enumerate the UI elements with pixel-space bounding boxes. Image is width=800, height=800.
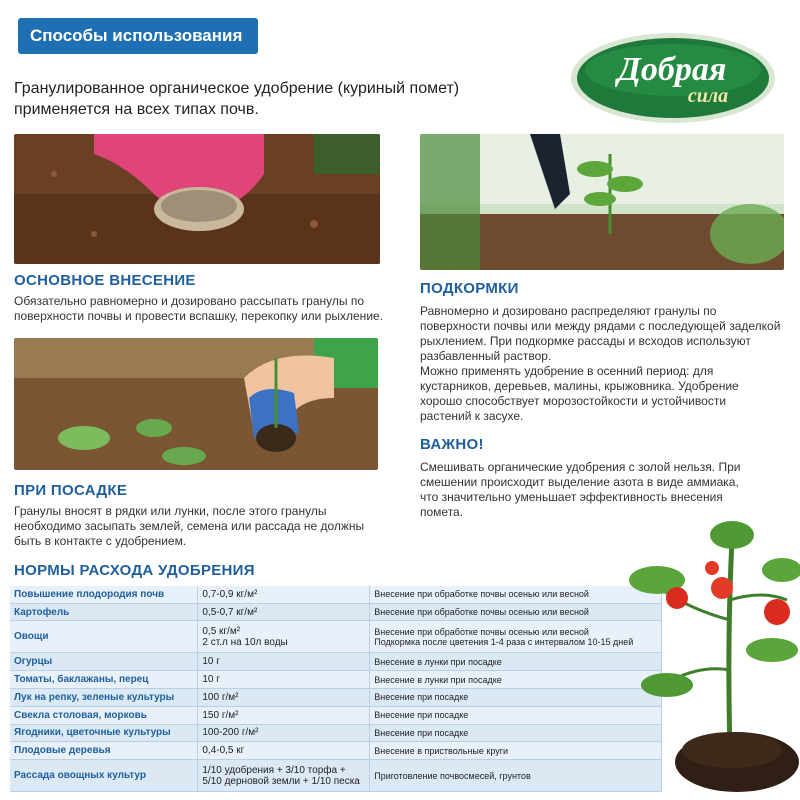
cell-line: Огурцы bbox=[14, 656, 53, 668]
cell-line: Приготовление почвосмесей, грунтов bbox=[374, 770, 531, 781]
cell-line: 0,5 кг/м² bbox=[202, 625, 241, 637]
rate-cell bbox=[198, 688, 370, 706]
table-row bbox=[10, 742, 662, 760]
table-row bbox=[10, 603, 662, 621]
cell-line: Внесение при обработке почвы осенью или весной bbox=[374, 607, 589, 618]
crop-cell bbox=[10, 586, 198, 603]
text-line: Гранулы вносят в рядки или лунки, после этого гранулы bbox=[14, 504, 327, 518]
cell-line: Плодовые деревья bbox=[14, 745, 111, 757]
text-line: хорошо способствует морозостойкости и устойчивости bbox=[420, 394, 727, 408]
norms-title: НОРМЫ РАСХОДА УДОБРЕНИЯ bbox=[14, 562, 255, 579]
photo-granules-hand bbox=[14, 134, 380, 264]
cell-line: Свекла столовая, морковь bbox=[14, 709, 147, 721]
text-line: рыхлением. При подкормке рассады и всходов используют bbox=[420, 334, 751, 348]
cell-line: Внесение при обработке почвы осенью или весной bbox=[374, 626, 589, 637]
cell-line: Внесение в приствольные круги bbox=[374, 745, 509, 756]
crop-cell bbox=[10, 603, 198, 621]
cell-line: 150 г/м² bbox=[202, 709, 239, 721]
crop-cell bbox=[10, 724, 198, 742]
photo-greenhouse bbox=[420, 134, 784, 270]
text-line: разбавленный раствор. bbox=[420, 349, 552, 363]
table-row bbox=[10, 586, 662, 603]
norms-table bbox=[10, 586, 662, 792]
rate-cell bbox=[198, 586, 370, 603]
cell-line: 100-200 г/м² bbox=[202, 727, 259, 739]
rate-cell bbox=[198, 724, 370, 742]
text-line: Равномерно и дозировано распределяют гранулы по bbox=[420, 304, 717, 318]
cell-line: Ягодники, цветочные культуры bbox=[14, 727, 171, 739]
table-row bbox=[10, 688, 662, 706]
table-row bbox=[10, 724, 662, 742]
cell-line: Внесение при посадке bbox=[374, 692, 469, 703]
table-row bbox=[10, 760, 662, 792]
rate-cell bbox=[198, 603, 370, 621]
text-line: что значительно уменьшает эффективность внесения bbox=[420, 490, 723, 504]
text-line: Обязательно равномерно и дозировано рассыпать гранулы по bbox=[14, 294, 364, 308]
text-line: растений к засухе. bbox=[420, 409, 524, 423]
section-title-important: ВАЖНО! bbox=[420, 436, 484, 453]
cell-line: 0,5-0,7 кг/м² bbox=[202, 606, 258, 618]
brand-logo bbox=[568, 30, 778, 126]
photo-planting bbox=[14, 338, 378, 470]
cell-line: Внесение при обработке почвы осенью или весной bbox=[374, 589, 589, 600]
section-text-feeding bbox=[420, 304, 796, 424]
section-title-planting: ПРИ ПОСАДКЕ bbox=[14, 482, 128, 499]
cell-line: 5/10 дерновой земли + 1/10 песка bbox=[202, 775, 360, 787]
table-row bbox=[10, 621, 662, 653]
cell-line: Внесение в лунки при посадке bbox=[374, 674, 502, 685]
cell-line: 100 г/м² bbox=[202, 691, 239, 703]
text-line: смешении происходит выделение азота в виде аммиака, bbox=[420, 475, 739, 489]
crop-cell bbox=[10, 760, 198, 792]
cell-line: Рассада овощных культур bbox=[14, 770, 146, 782]
rate-cell bbox=[198, 671, 370, 689]
logo-word-1: Добрая bbox=[617, 51, 727, 88]
cell-line: 10 г bbox=[202, 656, 220, 668]
cell-line: 0,4-0,5 кг bbox=[202, 745, 245, 757]
cell-line: Внесение в лунки при посадке bbox=[374, 656, 502, 667]
section-title-feeding: ПОДКОРМКИ bbox=[420, 280, 519, 297]
intro-text bbox=[14, 78, 534, 120]
table-row bbox=[10, 653, 662, 671]
section-text-planting bbox=[14, 504, 404, 549]
cell-line: Картофель bbox=[14, 606, 70, 618]
table-row bbox=[10, 671, 662, 689]
section-title-main: ОСНОВНОЕ ВНЕСЕНИЕ bbox=[14, 272, 196, 289]
text-line: необходимо засыпать землей, семена или рассада не должны bbox=[14, 519, 365, 533]
rate-cell bbox=[198, 653, 370, 671]
logo-word-2: сила bbox=[687, 85, 729, 107]
section-text-main bbox=[14, 294, 404, 324]
cell-line: Повышение плодородия почв bbox=[14, 588, 165, 600]
crop-cell bbox=[10, 706, 198, 724]
text-line: быть в контакте с удобрением. bbox=[14, 534, 187, 548]
cell-line: 10 г bbox=[202, 674, 220, 685]
text-line: помета. bbox=[420, 505, 464, 519]
rate-cell bbox=[198, 742, 370, 760]
cell-line: 1/10 удобрения + 3/10 торфа + bbox=[202, 764, 346, 776]
rate-cell bbox=[198, 760, 370, 792]
text-line: Можно применять удобрение в осенний период: для bbox=[420, 364, 714, 378]
text-line: кустарников, деревьев, малины, крыжовника. Удобрение bbox=[420, 379, 739, 393]
text-line: Смешивать органические удобрения с золой нельзя. При bbox=[420, 460, 741, 474]
crop-cell bbox=[10, 621, 198, 653]
table-row bbox=[10, 706, 662, 724]
cell-line: Овощи bbox=[14, 631, 49, 643]
cell-line: Подкормка после цветения 1-4 раза с интервалом 10-15 дней bbox=[374, 636, 634, 647]
crop-cell bbox=[10, 688, 198, 706]
intro-line-1: Гранулированное органическое удобрение (куриный помет) bbox=[14, 80, 460, 97]
cell-line: 0,7-0,9 кг/м² bbox=[202, 588, 258, 600]
crop-cell bbox=[10, 671, 198, 689]
text-line: поверхности почвы или между рядами с последующей заделкой bbox=[420, 319, 781, 333]
intro-line-2: применяется на всех типах почв. bbox=[14, 101, 259, 118]
cell-line: Внесение при посадке bbox=[374, 710, 469, 721]
rate-cell bbox=[198, 706, 370, 724]
section-badge: Способы использования bbox=[18, 18, 258, 54]
cell-line: Внесение при посадке bbox=[374, 727, 469, 738]
cell-line: 2 ст.л на 10л воды bbox=[202, 636, 288, 648]
text-line: поверхности почвы и провести вспашку, перекопку или рыхление. bbox=[14, 309, 384, 323]
cell-line: Томаты, баклажаны, перец bbox=[14, 674, 149, 685]
rate-cell bbox=[198, 621, 370, 653]
cell-line: Лук на репку, зеленые культуры bbox=[14, 691, 175, 703]
crop-cell bbox=[10, 653, 198, 671]
tomato-plant-illustration bbox=[612, 500, 800, 800]
crop-cell bbox=[10, 742, 198, 760]
